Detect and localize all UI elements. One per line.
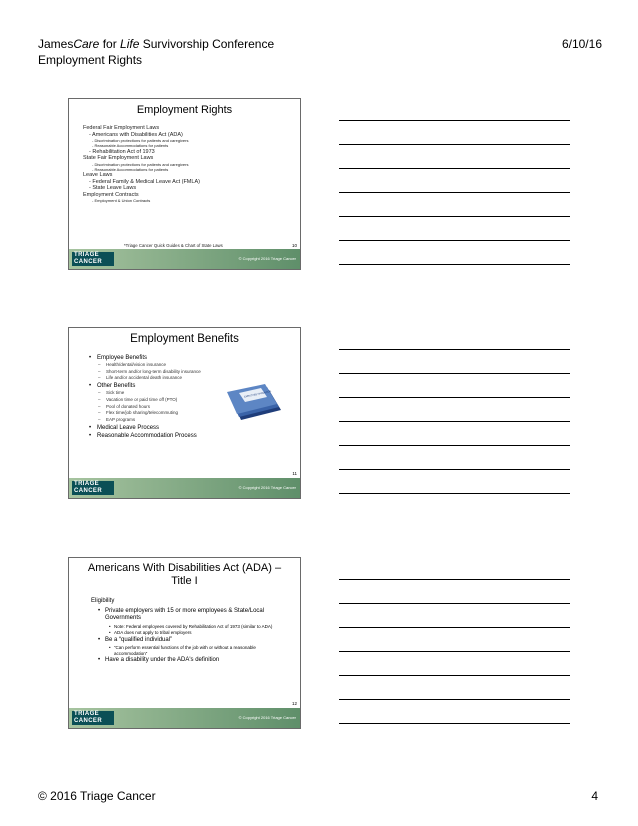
note-line [339, 699, 570, 700]
slide-number: 12 [291, 701, 297, 706]
list-item: – Sick time [89, 390, 292, 397]
note-line [339, 469, 570, 470]
slide-title: Employment Benefits [130, 333, 239, 345]
note-line [339, 675, 570, 676]
slide-copyright: © Copyright 2016 Triage Cancer [238, 256, 296, 261]
note-lines [339, 349, 570, 494]
note-lines [339, 579, 570, 724]
list-item: – Flex time/job sharing/telecommuting [89, 410, 292, 417]
note-line [339, 120, 570, 121]
slide-copyright: © Copyright 2016 Triage Cancer [238, 485, 296, 490]
list-item: • Note: Federal employees covered by Rehabilitation Act of 1973 (similar to ADA) [91, 624, 290, 630]
list-item: - Americans with Disabilities Act (ADA) [89, 131, 183, 138]
list-item: - Reasonable Accommodations for patients [92, 143, 169, 149]
list-item: - Rehabilitation Act of 1973 [89, 148, 155, 155]
note-line [339, 445, 570, 446]
note-line [339, 397, 570, 398]
note-line [339, 603, 570, 604]
slide-footer [69, 478, 300, 498]
triage-cancer-logo: TRIAGE CANCER [72, 252, 114, 266]
slide-title: Americans With Disabilities Act (ADA) – Title I [87, 562, 282, 587]
list-item: - Employment & Union Contracts [92, 198, 151, 204]
list-item: • Have a disability under the ADA's definition [91, 657, 290, 665]
list-item: - Discrimination protections for patients and caregivers [92, 161, 189, 167]
list-item: • ADA does not apply to tribal employers [91, 630, 290, 636]
slide-footer [69, 249, 300, 269]
note-lines [339, 120, 570, 265]
note-line [339, 168, 570, 169]
list-item: State Fair Employment Laws [83, 155, 154, 162]
slide-title: Employment Rights [136, 104, 233, 116]
slide-footer [69, 708, 300, 728]
note-line [339, 651, 570, 652]
document-header [38, 36, 274, 68]
header-date: 6/10/16 [561, 37, 602, 51]
document-footer-copyright: © 2016 Triage Cancer [38, 789, 156, 803]
section-title: Employment Rights [38, 53, 143, 67]
note-line [339, 216, 570, 217]
triage-cancer-logo: TRIAGE CANCER [72, 711, 114, 725]
list-item: – Pool of donated hours [89, 404, 292, 411]
list-item: - State Leave Laws [89, 185, 137, 192]
note-line [339, 144, 570, 145]
eligibility-heading: Eligibility [91, 598, 115, 604]
conference-title: JamesCare for Life Survivorship Conference [38, 37, 275, 51]
list-item: – Vacation time or paid time off (PTO) [89, 397, 292, 404]
list-item: • “Can perform essential functions of the job with or without a reasonable accommodation” [91, 645, 290, 656]
slide-employment-rights [68, 98, 301, 270]
note-line [339, 349, 570, 350]
list-item: • Private employers with 15 or more employees & State/Local Governments [91, 608, 290, 623]
list-item: – Life and/or accidental death insurance [89, 375, 292, 382]
note-line [339, 579, 570, 580]
employee-handbook-image [225, 384, 283, 424]
slide-copyright: © Copyright 2016 Triage Cancer [238, 715, 296, 720]
list-item: - Reasonable Accommodations for patients [92, 166, 169, 172]
list-item: - Federal Family & Medical Leave Act (FMLA) [89, 178, 200, 185]
list-item: Leave Laws [83, 172, 113, 179]
slide-body [83, 125, 292, 203]
list-item: – EAP programs [89, 417, 292, 424]
slide-ada-title-i [68, 557, 301, 729]
list-item: • Other Benefits [89, 382, 292, 390]
list-item: • Employee Benefits [89, 354, 292, 362]
note-line [339, 493, 570, 494]
list-item: • Medical Leave Process [89, 424, 292, 432]
list-item: – Health/dental/vision insurance [89, 362, 292, 369]
list-item: Federal Fair Employment Laws [83, 125, 160, 131]
list-item: - Discrimination protections for patients and caregivers [92, 138, 189, 143]
note-line [339, 723, 570, 724]
page-number: 4 [591, 789, 598, 803]
note-line [339, 192, 570, 193]
slide-number: 10 [291, 243, 297, 248]
handbook-label: EMPLOYEE HANDBOOK [243, 389, 272, 399]
note-line [339, 240, 570, 241]
triage-cancer-logo: TRIAGE CANCER [72, 481, 114, 495]
note-line [339, 264, 570, 265]
list-item: • Reasonable Accommodation Process [89, 432, 292, 440]
note-line [339, 421, 570, 422]
note-line [339, 373, 570, 374]
slide-body [91, 598, 290, 665]
note-line [339, 627, 570, 628]
slide-number: 11 [292, 471, 297, 476]
slide-note: *Triage Cancer Quick Guides & Chart of State Laws [124, 243, 223, 248]
slide-employment-benefits [68, 327, 301, 499]
list-item: Employment Contracts [83, 191, 139, 198]
list-item: • Be a “qualified individual” [91, 637, 290, 645]
list-item: – Short-term and/or long-term disability insurance [89, 369, 292, 376]
